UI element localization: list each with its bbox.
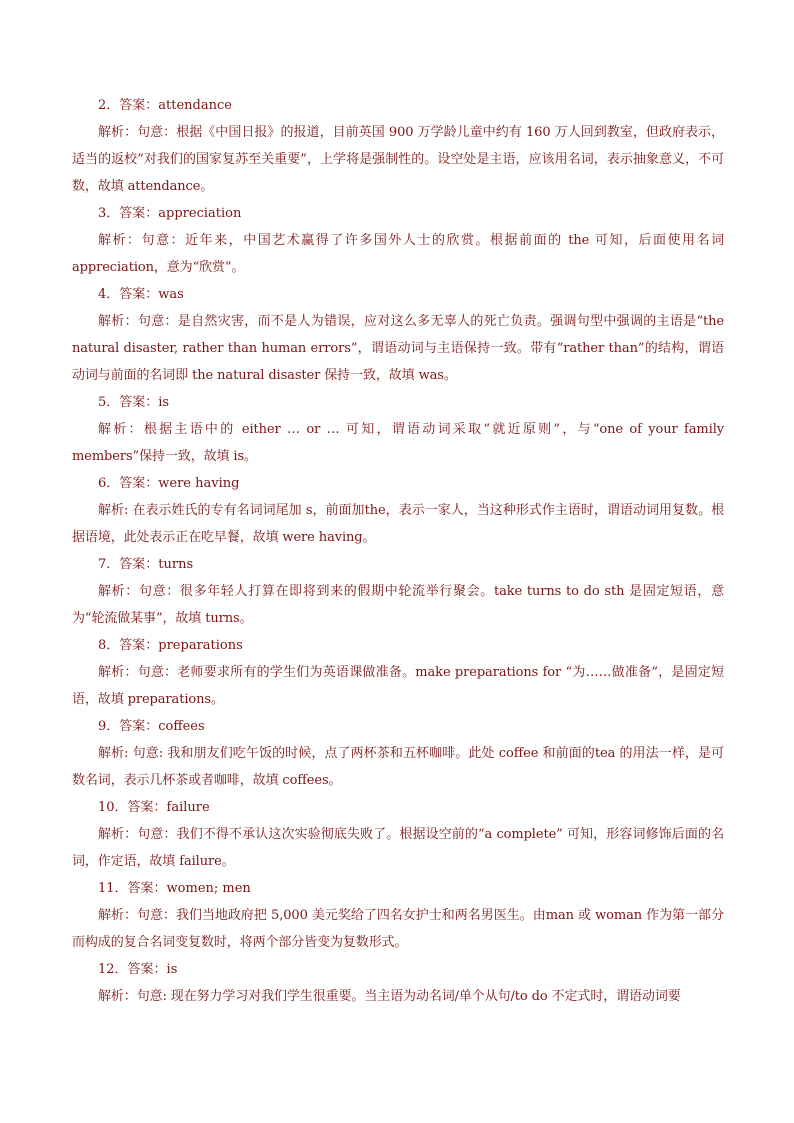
analysis-paragraph: 解析：句意：我们不得不承认这次实验彻底失败了。根据设空前的“a complete” 可知，形容词修饰后面的名词，作定语，故填 failure。 [72,827,724,869]
answer-line: 8．答案：preparations [98,638,243,653]
entry-10 [72,794,724,875]
answer-line: 10．答案：failure [98,800,210,815]
entry-2 [72,92,724,200]
answer-line: 12．答案：is [98,962,178,977]
entry-11 [72,875,724,956]
entry-7 [72,551,724,632]
analysis-paragraph: 解析：句意：根据《中国日报》的报道，目前英国 900 万学龄儿童中约有 160 万人回到教室，但政府表示，适当的返校“对我们的国家复苏至关重要”，上学将是强制性的。设空处是主语，应该用名词，表示抽象意义，不可数，故填 attendance。 [72,125,724,194]
answer-line: 5．答案：is [98,395,170,410]
answer-analysis-page [72,92,724,1010]
answer-line: 7．答案：turns [98,557,194,572]
entry-4 [72,281,724,389]
answer-line: 11．答案：women; men [98,881,251,896]
answer-line: 9．答案：coffees [98,719,205,734]
analysis-paragraph: 解析：句意：老师要求所有的学生们为英语课做准备。make preparations for “为……做准备”，是固定短语，故填 preparations。 [72,665,724,707]
analysis-paragraph: 解析：句意: 现在努力学习对我们学生很重要。当主语为动名词/单个从句/to do 不定式时，谓语动词要 [98,989,681,1004]
analysis-paragraph: 解析: 句意: 我和朋友们吃午饭的时候，点了两杯茶和五杯咖啡。此处 coffee 和前面的tea 的用法一样，是可数名词，表示几杯茶或者咖啡，故填 coffees。 [72,746,724,788]
entry-12 [72,956,724,1010]
entry-8 [72,632,724,713]
analysis-paragraph: 解析: 在表示姓氏的专有名词词尾加 s，前面加the，表示一家人，当这种形式作主语时，谓语动词用复数。根据语境，此处表示正在吃早餐，故填 were having。 [72,503,724,545]
entry-5 [72,389,724,470]
entry-3 [72,200,724,281]
answer-line: 3．答案：appreciation [98,206,242,221]
answer-line: 6．答案：were having [98,476,240,491]
analysis-paragraph: 解析：句意：我们当地政府把 5,000 美元奖给了四名女护士和两名男医生。由man 或 woman 作为第一部分而构成的复合名词变复数时，将两个部分皆变为复数形式。 [72,908,724,950]
entry-6 [72,470,724,551]
answer-line: 2．答案：attendance [98,98,232,113]
analysis-paragraph: 解析：句意：近年来，中国艺术赢得了许多国外人士的欣赏。根据前面的 the 可知，后面使用名词 appreciation，意为“欣赏”。 [72,233,724,275]
analysis-paragraph: 解析：句意：是自然灾害，而不是人为错误，应对这么多无辜人的死亡负责。强调句型中强调的主语是“the natural disaster, rather than human errors”，谓语动词与主语保持一致。带有“rather than”的结构，谓语动词与前面的名词即 the natural disaster 保持一致，故填 was。 [72,314,724,383]
entry-9 [72,713,724,794]
analysis-paragraph: 解析：根据主语中的 either … or … 可知，谓语动词采取“就近原则”，与“one of your family members”保持一致，故填 is。 [72,422,724,464]
answer-line: 4．答案：was [98,287,184,302]
analysis-paragraph: 解析：句意：很多年轻人打算在即将到来的假期中轮流举行聚会。take turns to do sth 是固定短语，意为“轮流做某事”，故填 turns。 [72,584,724,626]
